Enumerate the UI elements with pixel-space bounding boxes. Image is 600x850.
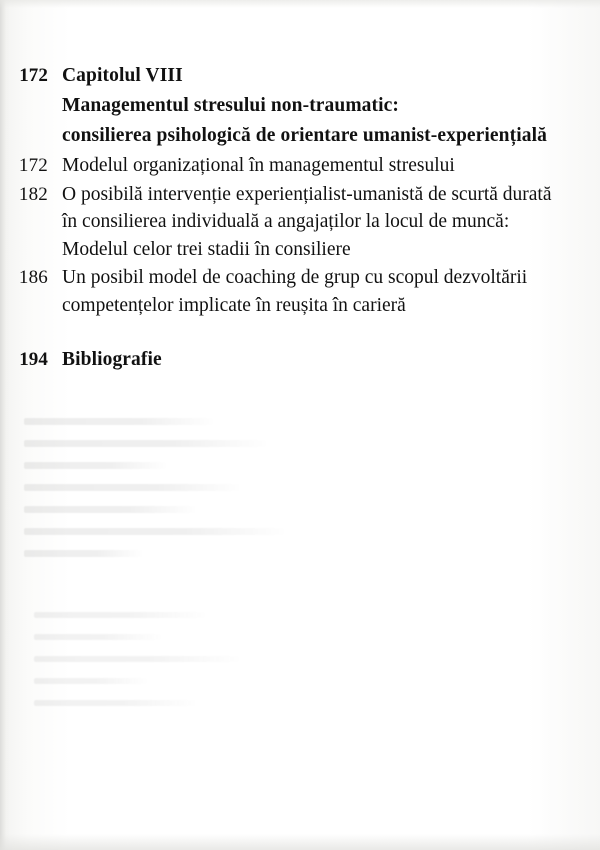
toc-entry <box>0 264 600 319</box>
toc-entry-page: 172 <box>18 155 48 176</box>
toc-entry-bibliography <box>0 346 600 374</box>
toc-entry-title: Bibliografie <box>62 349 162 370</box>
toc-entry-title: consilierea psihologică de orientare umanist-experiențială <box>62 125 547 146</box>
page-edge-bottom <box>0 834 600 850</box>
toc-entry-title: Capitolul VIII <box>62 65 183 86</box>
table-of-contents <box>0 62 600 375</box>
bleed-through-text-block-1 <box>24 418 324 572</box>
toc-entry-title: Un posibil model de coaching de grup cu scopul dezvoltării competențelor implicate în reușita în carieră <box>62 267 528 316</box>
toc-entry <box>0 62 600 90</box>
toc-entry <box>0 181 600 264</box>
toc-entry-title: O posibilă intervenție experiențialist-umanistă de scurtă durată în consilierea individuală a angajaților la locul de muncă: Modelul celor trei stadii în consiliere <box>62 183 552 260</box>
toc-entry <box>0 92 600 120</box>
toc-entry <box>0 152 600 180</box>
page-edge-top <box>0 0 600 8</box>
toc-entry-page: 186 <box>18 267 48 288</box>
toc-entry-page: 172 <box>19 65 48 86</box>
toc-entry <box>0 122 600 150</box>
bleed-through-text-block-2 <box>34 612 284 722</box>
toc-entry-title: Modelul organizațional în managementul stresului <box>62 155 455 176</box>
toc-entry-page: 182 <box>18 183 48 205</box>
toc-spacer <box>0 320 600 346</box>
toc-entry-page: 194 <box>19 349 48 370</box>
toc-entry-title: Managementul stresului non-traumatic: <box>62 95 399 116</box>
